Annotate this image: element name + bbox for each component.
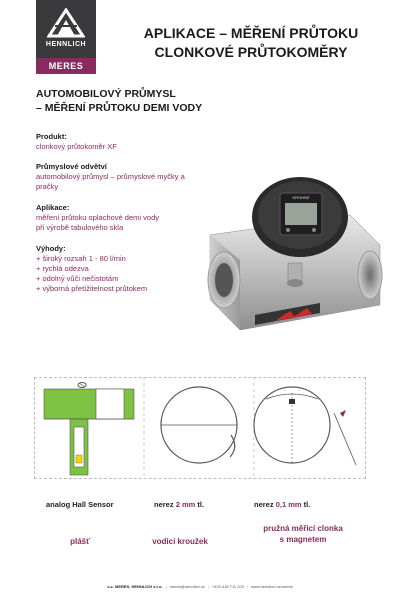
label-hall-sensor: analog Hall Sensor — [46, 500, 114, 509]
industry-line-2: pračky — [36, 182, 59, 191]
flowmeter-product-image — [200, 175, 390, 355]
benefits-info — [36, 244, 216, 294]
application-value — [36, 213, 216, 233]
label3-value: 0,1 mm — [275, 500, 302, 509]
benefit-item: + odolný vůči nečistotám — [36, 274, 119, 283]
label2-prefix: nerez — [154, 500, 176, 509]
section-heading — [36, 87, 236, 115]
product-value: clonkový průtokoměr XF — [36, 142, 117, 151]
hall-sensor-drawing — [44, 383, 134, 476]
benefit-item: + široký rozsah 1 - 80 l/min — [36, 254, 126, 263]
benefit-item: + výborná přetížitelnost průtokem — [36, 284, 148, 293]
label-orifice-material — [254, 500, 310, 509]
label2-value: 2 mm — [175, 500, 196, 509]
footer-separator: | — [246, 584, 248, 589]
product-heading: Produkt: — [36, 132, 67, 141]
caption3-line-1: pružná měřicí clonka — [263, 524, 343, 533]
footer-company: o.z. MERES, HENNLICH s.r.o. — [107, 584, 163, 589]
guide-ring-drawing — [161, 387, 237, 463]
benefit-item: + rychlá odezva — [36, 264, 89, 273]
subtitle-line-1: AUTOMOBILOVÝ PRŮMYSL — [36, 88, 176, 100]
footer-email[interactable]: meres@hennlich.cz — [169, 584, 205, 589]
display-brand: KROHNE — [292, 195, 310, 200]
benefits-list — [36, 254, 216, 294]
caption3-line-2: s magnetem — [279, 535, 327, 544]
footer-web[interactable]: www.hennlich.cz/meres — [250, 584, 293, 589]
logo-triangle-icon — [47, 8, 85, 38]
application-info — [36, 203, 216, 233]
page-title — [110, 24, 392, 62]
logo-brand: MERES — [36, 58, 96, 74]
application-heading: Aplikace: — [36, 203, 70, 212]
sensor-diagram — [34, 377, 364, 477]
label-guide-ring-material — [154, 500, 204, 509]
benefits-heading: Výhody: — [36, 244, 66, 253]
caption-guide-ring: vodicí kroužek — [152, 537, 208, 546]
label3-suffix: tl. — [301, 500, 311, 509]
logo-mark — [36, 0, 96, 58]
footer-separator: | — [207, 584, 209, 589]
footer — [0, 584, 400, 589]
title-line-2: CLONKOVÉ PRŮTOKOMĚRY — [154, 44, 348, 60]
industry-heading: Průmyslové odvětví — [36, 162, 107, 171]
industry-info — [36, 162, 216, 192]
label2-suffix: tl. — [195, 500, 205, 509]
footer-phone: +420 416 711 203 — [211, 584, 244, 589]
industry-line-1: automobilový průmysl – průmyslové myčky a — [36, 172, 185, 181]
orifice-magnet-drawing — [254, 387, 356, 465]
application-line-1: měření průtoku oplachové demi vody — [36, 213, 159, 222]
title-line-1: APLIKACE – MĚŘENÍ PRŮTOKU — [143, 25, 359, 41]
caption-housing: plášť — [70, 537, 90, 546]
company-logo — [36, 0, 96, 74]
caption-orifice — [248, 523, 358, 545]
industry-value — [36, 172, 216, 192]
logo-name: HENNLICH — [45, 41, 87, 48]
application-line-2: při výrobě tabulového skla — [36, 223, 124, 232]
subtitle-line-2: – MĚŘENÍ PRŮTOKU DEMI VODY — [36, 102, 203, 114]
footer-separator: | — [165, 584, 167, 589]
label3-prefix: nerez — [254, 500, 276, 509]
product-info — [36, 132, 216, 152]
